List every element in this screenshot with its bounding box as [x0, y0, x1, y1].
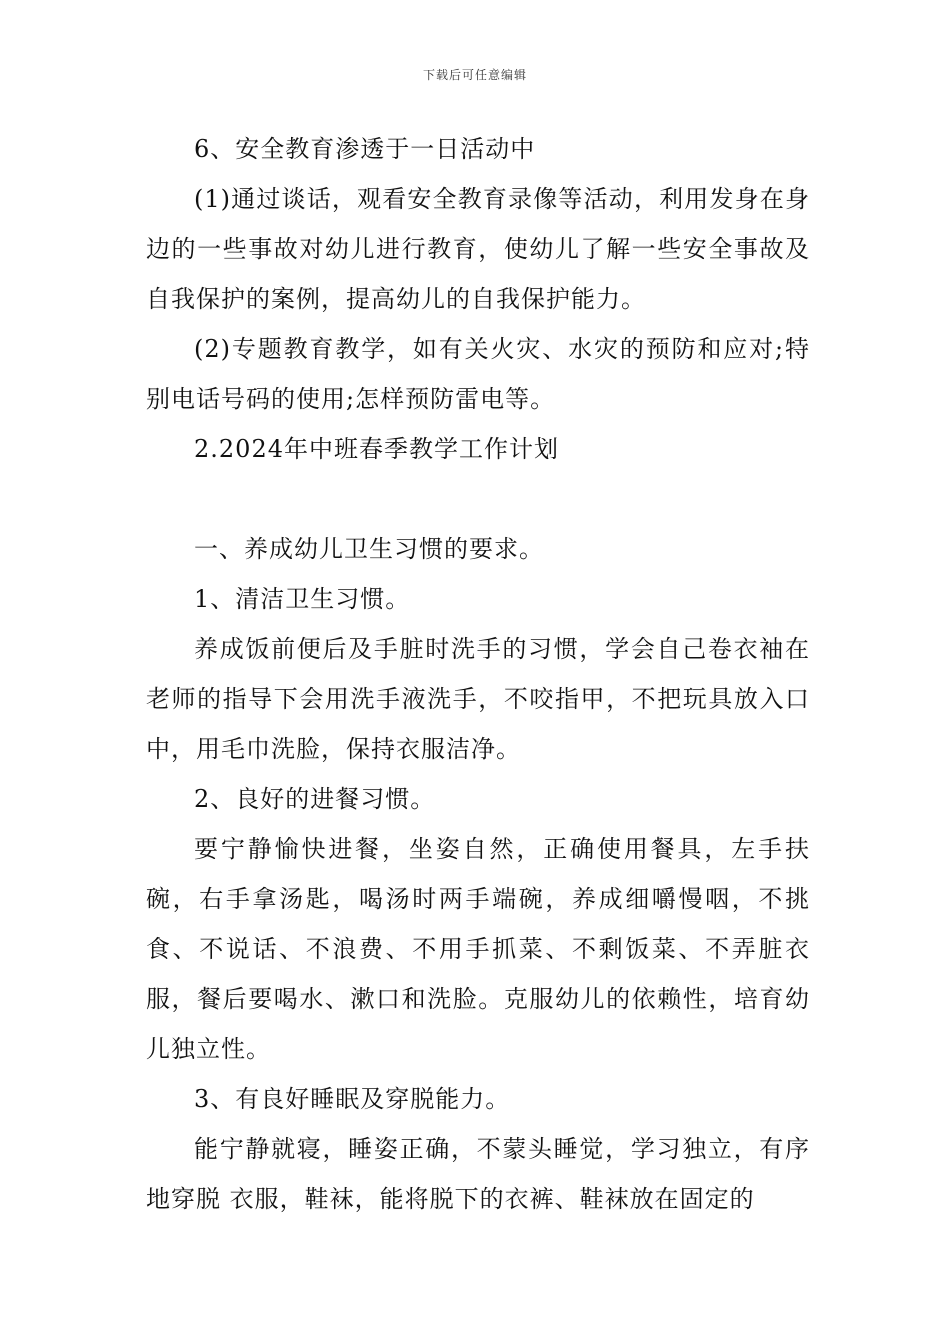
paragraph-plan-title: 2.2024年中班春季教学工作计划: [194, 435, 559, 463]
paragraph-hygiene-body: 养成饭前便后及手脏时洗手的习惯，学会自己卷衣袖在老师的指导下会用洗手液洗手，不咬指甲，不把玩具放入口中，用毛巾洗脸，保持衣服洁净。: [146, 635, 810, 763]
paragraph-section-1-heading: 一、养成幼儿卫生习惯的要求。: [194, 535, 544, 563]
paragraph-item-1: (1)通过谈话，观看安全教育录像等活动，利用发身在身边的一些事故对幼儿进行教育，使幼儿了解一些安全事故及自我保护的案例，提高幼儿的自我保护能力。: [146, 185, 810, 313]
blank-line: [146, 474, 810, 524]
paragraph-eating-body: 要宁静愉快进餐，坐姿自然，正确使用餐具，左手扶碗，右手拿汤匙，喝汤时两手端碗，养成细嚼慢咽，不挑食、不说话、不浪费、不用手抓菜、不剩饭菜、不弄脏衣服，餐后要喝水、漱口和洗脸。克服幼儿的依赖性，培育幼儿独立性。: [146, 835, 810, 1063]
paragraph-subheading-hygiene: 1、清洁卫生习惯。: [194, 585, 411, 613]
document-body: [146, 124, 810, 1224]
page-header: 下载后可任意编辑: [422, 68, 527, 82]
paragraph-subheading-sleep: 3、有良好睡眠及穿脱能力。: [194, 1085, 511, 1113]
paragraph-sleep-body: 能宁静就寝，睡姿正确，不蒙头睡觉，学习独立，有序地穿脱 衣服，鞋袜，能将脱下的衣裤、鞋袜放在固定的: [146, 1135, 810, 1213]
paragraph-section-6-heading: 6、安全教育渗透于一日活动中: [194, 135, 536, 163]
paragraph-subheading-eating: 2、良好的进餐习惯。: [194, 785, 436, 813]
paragraph-item-2: (2)专题教育教学，如有关火灾、水灾的预防和应对;特别电话号码的使用;怎样预防雷电等。: [146, 335, 810, 413]
